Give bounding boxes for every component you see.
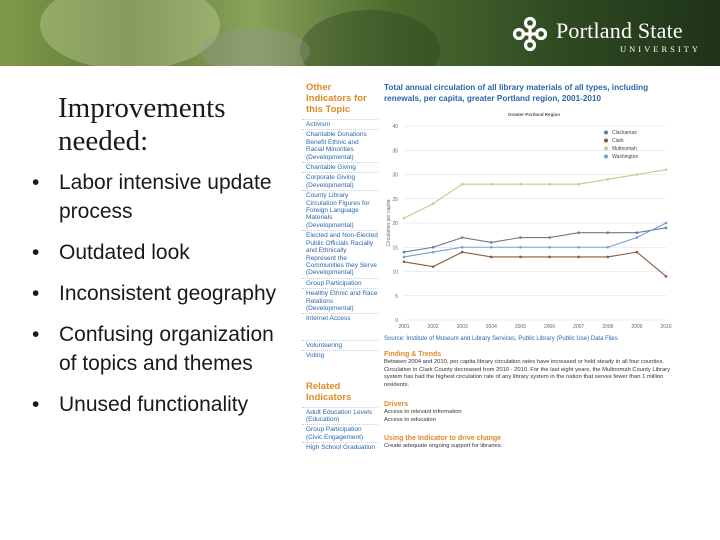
bullet-text: Confusing organization of topics and themes [59, 323, 274, 375]
data-point [403, 217, 406, 220]
slide-title-line-1: Improvements [58, 92, 226, 124]
bullet-dot-icon: • [32, 323, 40, 346]
x-tick-label: 2001 [398, 324, 410, 328]
chart-svg [384, 108, 672, 328]
slide-title [58, 92, 226, 158]
banner-foliage-dark [300, 10, 440, 66]
chart-page-title: Total annual circulation of all library materials of all types, including renewals, per capita, greater Portland region, 2001-2010 [384, 83, 649, 103]
sidebar-item-internet-access[interactable]: Internet Access [302, 313, 378, 323]
banner-foliage-left [40, 0, 220, 66]
banner-building [200, 28, 310, 66]
sidebar-item-activism[interactable]: Activism [302, 119, 378, 129]
using-text: Create adequate ongoing support for libraries. [384, 443, 503, 449]
drivers-section [384, 400, 672, 424]
sidebar-item-race-relations[interactable]: Healthy Ethnic and Race Relations (Developmental) [302, 288, 378, 313]
drivers-item: Access to education [384, 416, 436, 423]
findings-heading: Finding & Trends [384, 351, 442, 358]
data-point [577, 256, 580, 259]
brand-name: Portland State [556, 18, 683, 43]
sidebar-item-foreign-language[interactable]: County Library Circulation Figures for Foreign Language Materials (Developmental) [302, 190, 378, 230]
data-point [490, 256, 493, 259]
y-tick-label: 40 [392, 124, 398, 130]
related-item-hs-graduation[interactable]: High School Graduation [302, 442, 378, 452]
bullet-text: Labor intensive update process [59, 171, 272, 223]
legend-marker [604, 139, 608, 143]
related-heading: Related Indicators [306, 380, 352, 403]
legend-label: Clark [612, 138, 624, 144]
data-point [432, 202, 435, 205]
data-point [665, 227, 668, 230]
data-point [548, 183, 551, 186]
sidebar-item-group-participation[interactable]: Group Participation [302, 278, 378, 288]
findings-section [384, 350, 672, 389]
legend-label: Multnomah [612, 146, 637, 152]
bullet-dot-icon: • [32, 282, 40, 305]
data-point [636, 173, 639, 176]
x-tick-label: 2004 [485, 324, 497, 328]
y-tick-label: 35 [392, 148, 398, 155]
data-point [490, 241, 493, 244]
bullet-dot-icon: • [32, 393, 40, 416]
y-tick-label: 5 [395, 293, 398, 300]
data-point [490, 246, 493, 249]
data-point [665, 222, 668, 225]
y-tick-label: 10 [392, 269, 398, 276]
bullet-item [30, 168, 280, 226]
using-section [384, 434, 672, 451]
data-point [461, 183, 464, 186]
bullet-dot-icon: • [32, 171, 40, 194]
line-chart [384, 108, 672, 328]
data-point [636, 231, 639, 234]
data-point [577, 183, 580, 186]
bullet-text: Unused functionality [59, 393, 249, 416]
brand-subtitle: UNIVERSITY [620, 44, 701, 54]
indicator-content [384, 78, 672, 462]
legend-label: Clackamas [612, 130, 637, 136]
data-point [461, 251, 464, 254]
x-tick-label: 2007 [573, 324, 585, 328]
data-point [432, 265, 435, 268]
bullet-item [30, 320, 280, 378]
website-screenshot [302, 78, 672, 462]
data-point [548, 236, 551, 239]
data-point [403, 261, 406, 264]
sidebar-item-charitable-donations[interactable]: Charitable Donations Benefit Ethnic and Racial Minorities (Developmental) [302, 129, 378, 162]
legend-marker [604, 131, 608, 135]
sidebar-item-voting[interactable]: Voting [302, 350, 378, 360]
x-tick-label: 2002 [427, 324, 439, 328]
data-point [606, 178, 609, 181]
data-point [519, 183, 522, 186]
data-point [606, 256, 609, 259]
legend-marker [604, 147, 608, 151]
sidebar-item-public-officials[interactable]: Elected and Non-Elected Public Officials Racially and Ethnically Represent the Communities they Serve (Developmental) [302, 230, 378, 277]
data-point [461, 236, 464, 239]
bullet-text: Outdated look [59, 241, 190, 264]
findings-text: Between 2004 and 2010, per capita library circulation rates have increased or held steady in all four counties. Circulation in Clark County decreased from 2010 - 2010. For the last eight years, the Multnomah County Library system has had the highest circulation rate of any library system in the nation that serves fewer than 1 million residents. [384, 359, 671, 388]
sidebar-item-volunteering[interactable]: Volunteering [302, 340, 378, 350]
data-point [519, 236, 522, 239]
data-point [665, 275, 668, 278]
y-tick-label: 0 [395, 318, 398, 324]
drivers-item: Access to relevant information [384, 409, 462, 415]
x-tick-label: 2005 [514, 324, 527, 328]
series-line [404, 228, 666, 252]
series-line [404, 223, 666, 257]
data-point [636, 251, 639, 254]
drivers-heading: Drivers [384, 401, 409, 408]
chart-title: Greater Portland Region [507, 112, 561, 117]
series-line [404, 170, 666, 219]
psu-logo-icon [512, 16, 548, 52]
bullet-item [30, 279, 280, 308]
data-point [519, 256, 522, 259]
bullet-item [30, 390, 280, 419]
x-tick-label: 2009 [631, 324, 643, 328]
x-tick-label: 2010 [660, 324, 672, 328]
data-point [548, 256, 551, 259]
data-point [577, 231, 580, 234]
data-point [461, 246, 464, 249]
data-point [665, 168, 668, 171]
chart-source: Source: Institute of Museum and Library Services, Public Library (Public Use) Data Files [384, 336, 618, 342]
data-point [403, 251, 406, 254]
y-tick-label: 25 [392, 196, 398, 203]
y-tick-label: 15 [392, 245, 398, 252]
sidebar-item-corporate-giving[interactable]: Corporate Giving (Developmental) [302, 172, 378, 190]
bullet-item [30, 238, 280, 267]
y-axis-label: Circulation per capita [386, 199, 392, 247]
series-line [404, 252, 666, 276]
legend-label: Washington [612, 154, 639, 160]
psu-logo [512, 14, 712, 54]
legend-marker [604, 155, 608, 159]
slide-title-line-2: needed: [58, 125, 149, 157]
related-item-group-participation[interactable]: Group Participation (Civic Engagement) [302, 424, 378, 442]
data-point [606, 231, 609, 234]
x-tick-label: 2008 [602, 324, 614, 328]
data-point [432, 251, 435, 254]
y-tick-label: 30 [392, 172, 398, 179]
data-point [636, 236, 639, 239]
bullet-text: Inconsistent geography [59, 282, 277, 305]
bullet-dot-icon: • [32, 241, 40, 264]
header-banner [0, 0, 720, 66]
data-point [490, 183, 493, 186]
indicator-sidebar [302, 78, 378, 462]
data-point [432, 246, 435, 249]
x-tick-label: 2006 [543, 324, 556, 328]
using-heading: Using the Indicator to drive change [384, 435, 502, 442]
sidebar-heading: Other Indicators for this Topic [306, 82, 367, 115]
related-list [302, 407, 378, 453]
x-tick-label: 2003 [456, 324, 468, 328]
data-point [606, 246, 609, 249]
data-point [577, 246, 580, 249]
sidebar-list [302, 119, 378, 361]
data-point [519, 246, 522, 249]
y-tick-label: 20 [392, 221, 398, 227]
data-point [403, 256, 406, 259]
data-point [548, 246, 551, 249]
related-item-adult-education[interactable]: Adult Education Levels (Education) [302, 407, 378, 425]
sidebar-item-charitable-giving[interactable]: Charitable Giving [302, 162, 378, 172]
bullet-list [30, 168, 280, 419]
